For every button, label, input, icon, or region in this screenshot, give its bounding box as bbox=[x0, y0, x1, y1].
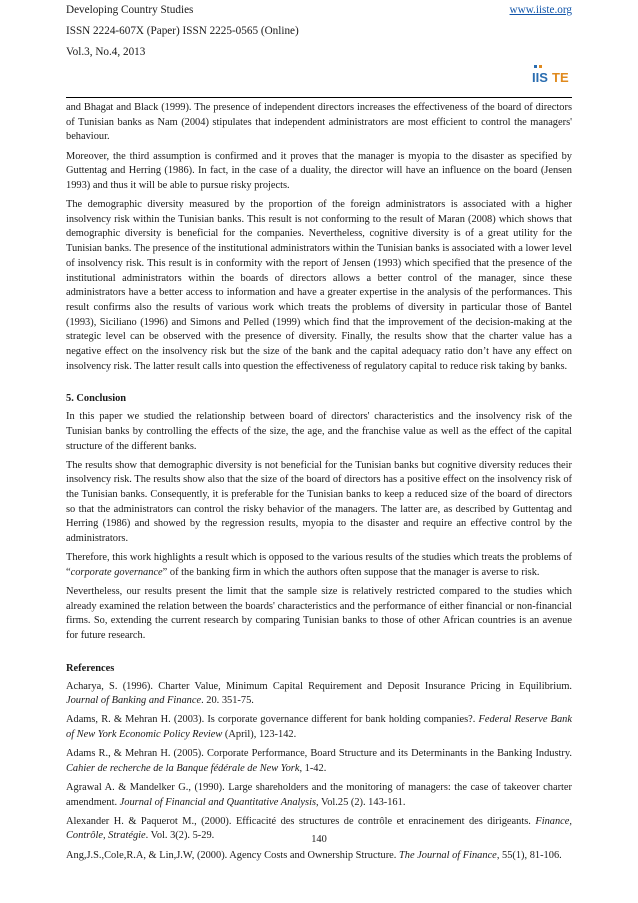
reference-entry: Agrawal A. & Mandelker G., (1990). Large shareholders and the monitoring of managers: the case of takeover charter amendment. Journal of Financial and Quantitative Analysis, Vol.25 (2). 143-161. bbox=[66, 781, 572, 808]
issn-line: ISSN 2224-607X (Paper) ISSN 2225-0565 (Online) bbox=[66, 25, 299, 37]
iiste-logo bbox=[531, 65, 569, 87]
journal-name: Developing Country Studies bbox=[66, 4, 194, 16]
page-number: 140 bbox=[311, 834, 327, 845]
conclusion-paragraph: The results show that demographic diversity is not beneficial for the Tunisian banks but cognitive diversity reduces their insolvency risk. The results show also that the size of the board of directors has a positive effect on the insolvency risk of the Tunisian banks. Consequently, it is preferable for the Tunisian banks to keep a reduced size of the board of directors so that the administrators can control the risky behavior of the managers. The latter are, as described by Guttentag and Herring (1986) and showed by the regression results, myopia to the disaster and require an effective control by the administrators. bbox=[66, 459, 572, 545]
conclusion-paragraph: Nevertheless, our results present the limit that the sample size is relatively restricted compared to the studies which already examined the relation between the boards' characteristics and the performance of either financial or non-financial firms. So, extending the current research by comparing Tunisian banks to those of other African countries is an avenue for future research. bbox=[66, 586, 572, 642]
reference-entry: Ang,J.S.,Cole,R.A, & Lin,J.W, (2000). Agency Costs and Ownership Structure. The Journal of Finance, 55(1), 81-106. bbox=[66, 849, 562, 861]
body-paragraph: Moreover, the third assumption is confirmed and it proves that the manager is myopia to the disaster as specified by Guttentag and Herring (1986). In fact, in the case of a duality, the director will have an influence on the board (Jensen 1993) and thus it will be able to pursue risky projects. bbox=[66, 150, 572, 191]
conclusion-heading: 5. Conclusion bbox=[66, 393, 127, 405]
conclusion-paragraph: Therefore, this work highlights a result which is opposed to the various results of the studies which treats the problems of “corporate governance” of the banking firm in which the authors often suppose that the manager is averse to risk. bbox=[66, 552, 572, 578]
references-heading: References bbox=[66, 662, 115, 674]
reference-entry: Adams, R. & Mehran H. (2003). Is corporate governance different for bank holding companies?. Federal Reserve Bank of New York Economic Policy Review (April), 123-142. bbox=[66, 714, 572, 741]
reference-entry: Alexander H. & Paquerot M., (2000). Efficacité des structures de contrôle et enracinement des dirigeants. Finance, Contrôle, Stratégie. Vol. 3(2). 5-29. bbox=[66, 815, 572, 842]
volume-line: Vol.3, No.4, 2013 bbox=[66, 46, 146, 58]
reference-entry: Adams R., & Mehran H. (2005). Corporate Performance, Board Structure and its Determinants in the Banking Industry. Cahier de recherche de la Banque fédérale de New York, 1-42. bbox=[66, 748, 572, 774]
svg-text:TE: TE bbox=[552, 70, 569, 85]
body-paragraph: and Bhagat and Black (1999). The presence of independent directors increases the effectiveness of the board of directors of Tunisian banks as Nam (2004) stipulates that independent administrators are most efficient to control the managers' behaviour. bbox=[66, 102, 572, 143]
page-body bbox=[66, 101, 572, 868]
conclusion-paragraph: In this paper we studied the relationship between board of directors' characteristics and the insolvency risk of the Tunisian banks by controlling the effects of the size, the age, and the franchise value as well as the effect of the capital structure of the different banks. bbox=[66, 411, 572, 452]
journal-url-link[interactable]: www.iiste.org bbox=[509, 4, 572, 16]
reference-entry: Acharya, S. (1996). Charter Value, Minimum Capital Requirement and Deposit Insurance Pricing in Equilibrium. Journal of Banking and Finance. 20. 351-75. bbox=[66, 680, 572, 707]
header-rule bbox=[66, 97, 572, 98]
page-header bbox=[66, 0, 572, 63]
body-paragraph: The demographic diversity measured by the proportion of the foreign administrators is associated with a higher insolvency risk within the Tunisian banks. This result is not conforming to the result of Maran (2008) which shows that demographic diversity is beneficial for the companies. Nevertheless, cognitive diversity is of a great utility for the Tunisian banks. The presence of the institutional administrators within the Tunisian banks is associated with a lower level of insolvency risk. This result is in conformity with the report of Jensen (1993) which specified that the presence of the institutional administrators within the boards of directors allows a better control of the manager, since these administrators have a better access to information and have a greater expertise in the analysis of the performances. This result confirms also the results of various work which treats the problems of diversity in particular those of Bantel (1993), Siciliano (1996) and Simons and Pelled (1999) which find that the improvement of the decision-making at the strategic level can be observed with the presence of diversity. Finally, the results show that the charter value has a negative effect on the insolvency risk but the size of the bank and the capital adequacy ratio don’t have any effect on insolvency risk. The latter result calls into question the effectiveness of regulatory capital to reduce risk taking by banks. bbox=[66, 199, 572, 372]
svg-text:IIS: IIS bbox=[532, 70, 548, 85]
